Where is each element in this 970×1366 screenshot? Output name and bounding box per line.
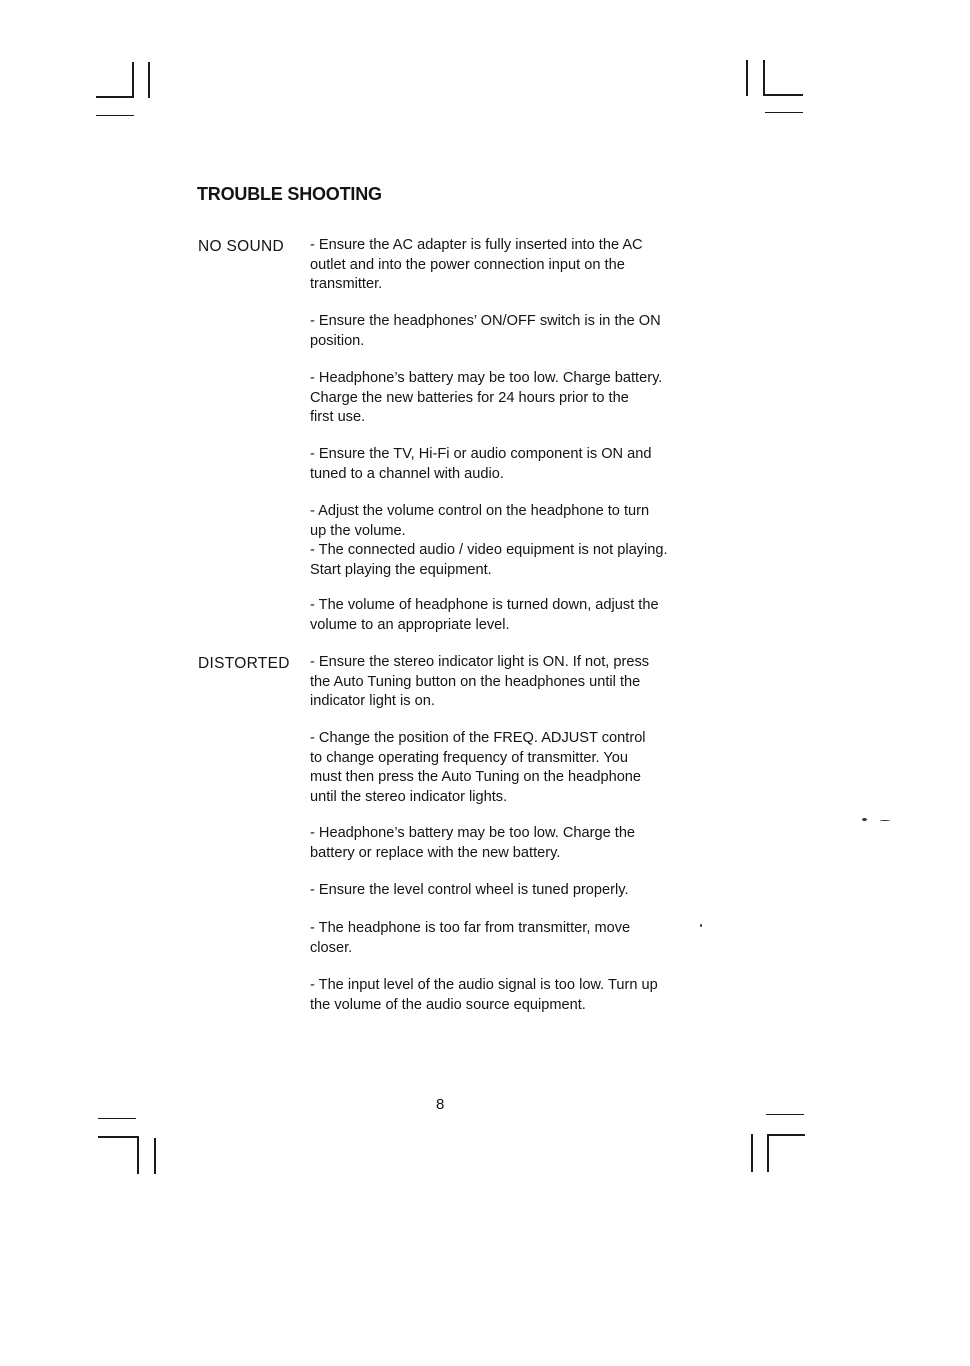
troubleshooting-item: - The input level of the audio signal is too low. Turn up the volume of the audio source equipment. bbox=[310, 977, 658, 1013]
troubleshooting-item: - Headphone’s battery may be too low. Charge the battery or replace with the new battery. bbox=[310, 825, 636, 861]
troubleshooting-item: - The volume of headphone is turned down, adjust the volume to an appropriate level. bbox=[310, 597, 659, 633]
crop-mark-bottom-right-vertical bbox=[767, 1134, 769, 1172]
crop-mark-top-right-underline bbox=[765, 112, 803, 113]
troubleshooting-item: - Change the position of the FREQ. ADJUST control to change operating frequency of transmitter. You must then press the Auto Tuning on the headphone until the stereo indicator lights. bbox=[310, 730, 646, 805]
scan-speck bbox=[880, 820, 890, 821]
crop-mark-bottom-left-bar bbox=[154, 1138, 156, 1174]
page-title: TROUBLE SHOOTING bbox=[197, 184, 382, 204]
crop-mark-bottom-right-horizontal bbox=[767, 1134, 805, 1136]
troubleshooting-item: - Ensure the AC adapter is fully inserted into the AC outlet and into the power connection input on the transmitter. bbox=[310, 237, 643, 293]
crop-mark-top-left-vertical bbox=[132, 62, 134, 98]
scan-speck bbox=[862, 818, 867, 821]
section-label-distorted: DISTORTED bbox=[198, 655, 290, 672]
crop-mark-bottom-left-overline bbox=[98, 1118, 136, 1119]
troubleshooting-item: - Ensure the stereo indicator light is ON. If not, press the Auto Tuning button on the headphones until the indicator light is on. bbox=[310, 654, 650, 710]
troubleshooting-item: - Ensure the level control wheel is tuned properly. bbox=[310, 882, 629, 898]
troubleshooting-item: - Adjust the volume control on the headphone to turn up the volume. - The connected audio / video equipment is not playing. Start playing the equipment. bbox=[310, 503, 668, 578]
crop-mark-top-right-horizontal bbox=[763, 94, 803, 96]
crop-mark-top-left-horizontal bbox=[96, 96, 134, 98]
crop-mark-top-right-vertical bbox=[763, 60, 765, 96]
troubleshooting-item: - Ensure the headphones’ ON/OFF switch is in the ON position. bbox=[310, 313, 661, 349]
crop-mark-top-left-bar bbox=[148, 62, 150, 98]
crop-mark-top-right-bar bbox=[746, 60, 748, 96]
crop-mark-bottom-left-vertical bbox=[137, 1136, 139, 1174]
crop-mark-bottom-left-horizontal bbox=[98, 1136, 138, 1138]
section-label-no-sound: NO SOUND bbox=[198, 238, 284, 255]
troubleshooting-item: - Ensure the TV, Hi-Fi or audio component is ON and tuned to a channel with audio. bbox=[310, 446, 652, 482]
crop-mark-bottom-right-overline bbox=[766, 1114, 804, 1115]
troubleshooting-item: - Headphone’s battery may be too low. Charge battery. Charge the new batteries for 24 hours prior to the first use. bbox=[310, 370, 663, 426]
crop-mark-bottom-right-bar bbox=[751, 1134, 753, 1172]
crop-mark-top-left-underline bbox=[96, 115, 134, 116]
troubleshooting-item: - The headphone is too far from transmitter, move closer. bbox=[310, 920, 631, 956]
page-number: 8 bbox=[436, 1096, 445, 1113]
